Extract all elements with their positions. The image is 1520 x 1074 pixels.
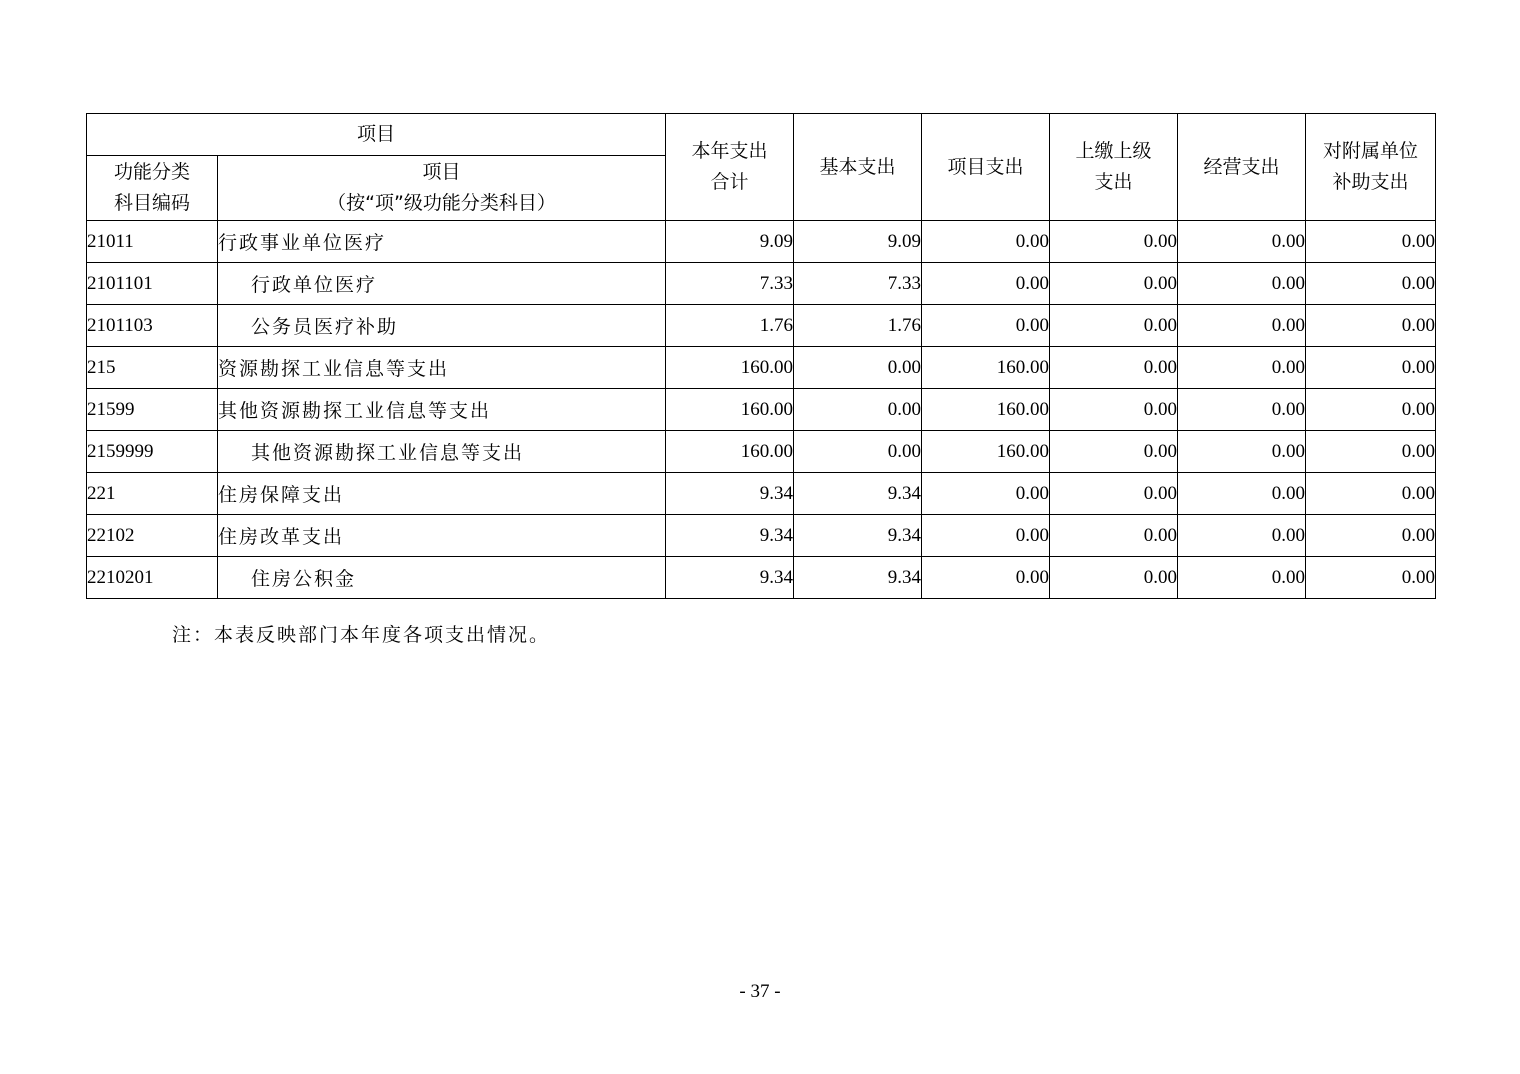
- row-basic: 1.76: [794, 305, 922, 347]
- row-business: 0.00: [1178, 557, 1306, 599]
- row-upper: 0.00: [1050, 557, 1178, 599]
- table-row: [87, 473, 1436, 515]
- row-subsidy: 0.00: [1306, 347, 1436, 389]
- row-subsidy: 0.00: [1306, 431, 1436, 473]
- row-project: 0.00: [922, 473, 1050, 515]
- row-basic: 9.34: [794, 557, 922, 599]
- row-code: 2101101: [87, 263, 218, 305]
- row-business: 0.00: [1178, 263, 1306, 305]
- row-basic: 0.00: [794, 389, 922, 431]
- row-total: 9.34: [666, 515, 794, 557]
- row-business: 0.00: [1178, 305, 1306, 347]
- row-code: 21011: [87, 221, 218, 263]
- row-total: 9.09: [666, 221, 794, 263]
- table-row: [87, 263, 1436, 305]
- row-total: 9.34: [666, 557, 794, 599]
- row-business: 0.00: [1178, 389, 1306, 431]
- row-basic: 0.00: [794, 347, 922, 389]
- row-upper: 0.00: [1050, 473, 1178, 515]
- table-note: 注：本表反映部门本年度各项支出情况。: [172, 624, 551, 646]
- row-code: 215: [87, 347, 218, 389]
- row-upper: 0.00: [1050, 221, 1178, 263]
- table-row: [87, 389, 1436, 431]
- row-project: 0.00: [922, 557, 1050, 599]
- header-subsidy: 对附属单位 补助支出: [1306, 114, 1436, 221]
- header-project: 项目支出: [922, 114, 1050, 221]
- table-row: [87, 515, 1436, 557]
- page-number: - 37 -: [739, 981, 781, 1002]
- row-subsidy: 0.00: [1306, 305, 1436, 347]
- row-total: 1.76: [666, 305, 794, 347]
- row-subsidy: 0.00: [1306, 263, 1436, 305]
- row-name: 住房改革支出: [218, 515, 666, 557]
- row-total: 7.33: [666, 263, 794, 305]
- row-total: 9.34: [666, 473, 794, 515]
- row-basic: 9.34: [794, 473, 922, 515]
- row-name: 行政事业单位医疗: [218, 221, 666, 263]
- header-item: 项目 （按“项”级功能分类科目）: [218, 156, 666, 221]
- row-business: 0.00: [1178, 473, 1306, 515]
- row-subsidy: 0.00: [1306, 389, 1436, 431]
- expenditure-table: [86, 113, 1436, 599]
- table-row: [87, 557, 1436, 599]
- table-row: [87, 305, 1436, 347]
- row-project: 0.00: [922, 305, 1050, 347]
- row-project: 0.00: [922, 221, 1050, 263]
- row-basic: 9.09: [794, 221, 922, 263]
- header-project-group: 项目: [87, 114, 666, 156]
- row-upper: 0.00: [1050, 305, 1178, 347]
- row-project: 0.00: [922, 515, 1050, 557]
- row-total: 160.00: [666, 431, 794, 473]
- row-code: 22102: [87, 515, 218, 557]
- table-row: [87, 431, 1436, 473]
- row-total: 160.00: [666, 389, 794, 431]
- row-subsidy: 0.00: [1306, 473, 1436, 515]
- row-upper: 0.00: [1050, 347, 1178, 389]
- table-row: [87, 221, 1436, 263]
- row-business: 0.00: [1178, 431, 1306, 473]
- row-business: 0.00: [1178, 515, 1306, 557]
- row-basic: 9.34: [794, 515, 922, 557]
- row-code: 221: [87, 473, 218, 515]
- header-code: 功能分类 科目编码: [87, 156, 218, 221]
- row-code: 2210201: [87, 557, 218, 599]
- header-business: 经营支出: [1178, 114, 1306, 221]
- row-name: 住房公积金: [218, 557, 666, 599]
- header-total: 本年支出 合计: [666, 114, 794, 221]
- row-subsidy: 0.00: [1306, 221, 1436, 263]
- row-name: 住房保障支出: [218, 473, 666, 515]
- row-business: 0.00: [1178, 347, 1306, 389]
- row-project: 160.00: [922, 431, 1050, 473]
- row-name: 资源勘探工业信息等支出: [218, 347, 666, 389]
- header-basic: 基本支出: [794, 114, 922, 221]
- row-basic: 7.33: [794, 263, 922, 305]
- row-name: 其他资源勘探工业信息等支出: [218, 389, 666, 431]
- row-project: 160.00: [922, 347, 1050, 389]
- row-name: 公务员医疗补助: [218, 305, 666, 347]
- row-subsidy: 0.00: [1306, 557, 1436, 599]
- row-upper: 0.00: [1050, 389, 1178, 431]
- row-name: 其他资源勘探工业信息等支出: [218, 431, 666, 473]
- row-upper: 0.00: [1050, 263, 1178, 305]
- row-code: 21599: [87, 389, 218, 431]
- row-project: 0.00: [922, 263, 1050, 305]
- row-upper: 0.00: [1050, 515, 1178, 557]
- row-business: 0.00: [1178, 221, 1306, 263]
- row-subsidy: 0.00: [1306, 515, 1436, 557]
- row-basic: 0.00: [794, 431, 922, 473]
- header-upper: 上缴上级 支出: [1050, 114, 1178, 221]
- row-name: 行政单位医疗: [218, 263, 666, 305]
- row-project: 160.00: [922, 389, 1050, 431]
- row-total: 160.00: [666, 347, 794, 389]
- row-code: 2159999: [87, 431, 218, 473]
- table-row: [87, 347, 1436, 389]
- row-code: 2101103: [87, 305, 218, 347]
- row-upper: 0.00: [1050, 431, 1178, 473]
